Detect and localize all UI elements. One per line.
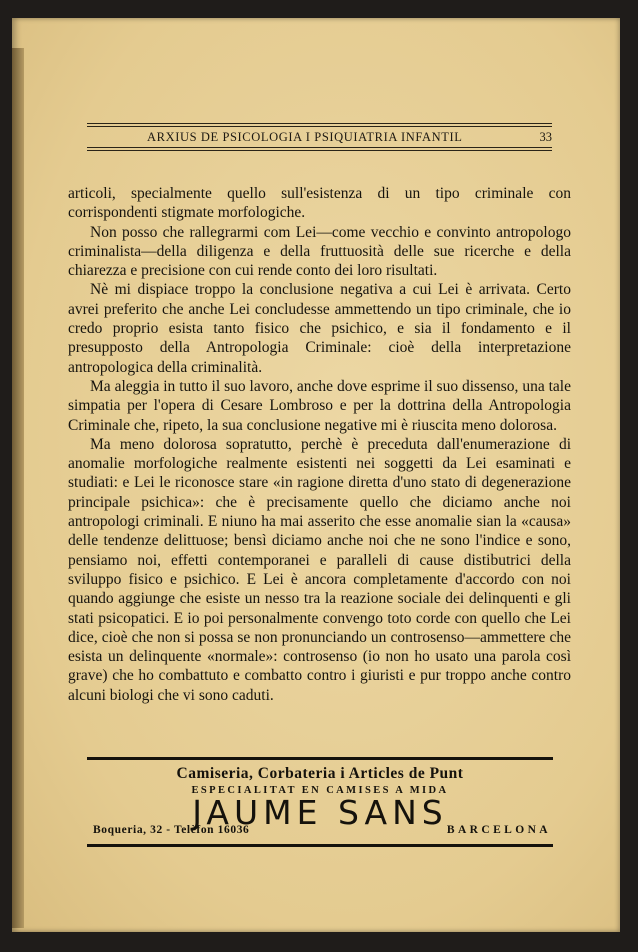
- book-spine-edge: [12, 48, 24, 928]
- advertisement: [87, 757, 553, 849]
- article-body: [68, 184, 571, 705]
- header-rule-bottom: [87, 150, 552, 151]
- paragraph: Non posso che rallegrarmi com Lei—come vecchio e convinto antropologo criminalista—della diligenza e della fruttuosità delle sue ricerche e della chiarezza e precisione con cui rende conto dei loro risultati.: [68, 223, 571, 280]
- ad-city: BARCELONA: [446, 824, 551, 836]
- header-rule-top-inner: [87, 126, 552, 127]
- paragraph: articoli, specialmente quello sull'esistenza di un tipo criminale con corrispondenti stigmate morfologiche.: [68, 185, 571, 222]
- ad-business-name: JAUME SANS: [192, 793, 448, 832]
- paragraph: Nè mi dispiace troppo la conclusione negativa a cui Lei è arrivata. Certo avrei preferito che anche Lei concludesse ammettendo un tipo criminale, che io credo proprio esista tanto fisico che psichico, e sia il fondamento e il presupposto della Antropologia Criminale: cioè della interpretazione antropologica della criminalità.: [68, 281, 571, 376]
- journal-title: ARXIUS DE PSICOLOGIA I PSIQUIATRIA INFANTIL: [147, 130, 463, 144]
- ad-rule-top: [87, 757, 553, 760]
- page-number: 33: [539, 130, 552, 144]
- paragraph: Ma meno dolorosa sopratutto, perchè è preceduta dall'enumerazione di anomalie morfologiche realmente esistenti nei soggetti da Lei esaminati e studiati: e Lei le riconosce stare «in ragione diretta d'uno stato di degenerazione principale psichica»: che è precisamente quello che diciamo anche noi antropologi criminali. E niuno ha mai asserito che esse anomalie sian la «causa» delle tendenze delittuose; bensì diciamo anche noi che ne sono l'indice e sono, pensiamo noi, effetti contemporanei e paralleli di cause distibutrici della sviluppo fisico e psichico. E Lei è ancora completamente d'accordo con noi quando aggiunge che esiste un nesso tra la reazione sociale dei delinquenti e gli stati psicopatici. E io poi personalmente convengo toto corde con quello che Lei dice, cioè che non si possa se non pronunciando un controsenso—ammettere che esista un delinquente «normale»: controsenso (io non ho usato una parola così grave) che ho combattuto e combatto contro i giuristi e pur troppo anche contro alcuni biologi che vi sono caduti.: [68, 435, 571, 704]
- header-rule-top: [87, 123, 552, 124]
- ad-address: Boqueria, 32 - Telèfon 16036: [93, 824, 250, 836]
- header-rule-bottom-inner: [87, 147, 552, 148]
- running-header: [87, 123, 552, 153]
- ad-specialty: ESPECIALITAT EN CAMISES A MIDA: [191, 785, 449, 796]
- paragraph: Ma aleggia in tutto il suo lavoro, anche dove esprime il suo dissenso, una tale simpatia per l'opera di Cesare Lombroso e per la dottrina della Antropologia Criminale che, ripeto, la sua conclusione negative mi è riuscita meno dolorosa.: [68, 377, 571, 434]
- ad-tagline: Camiseria, Corbateria i Articles de Punt: [176, 765, 464, 782]
- ad-rule-bottom: [87, 844, 553, 847]
